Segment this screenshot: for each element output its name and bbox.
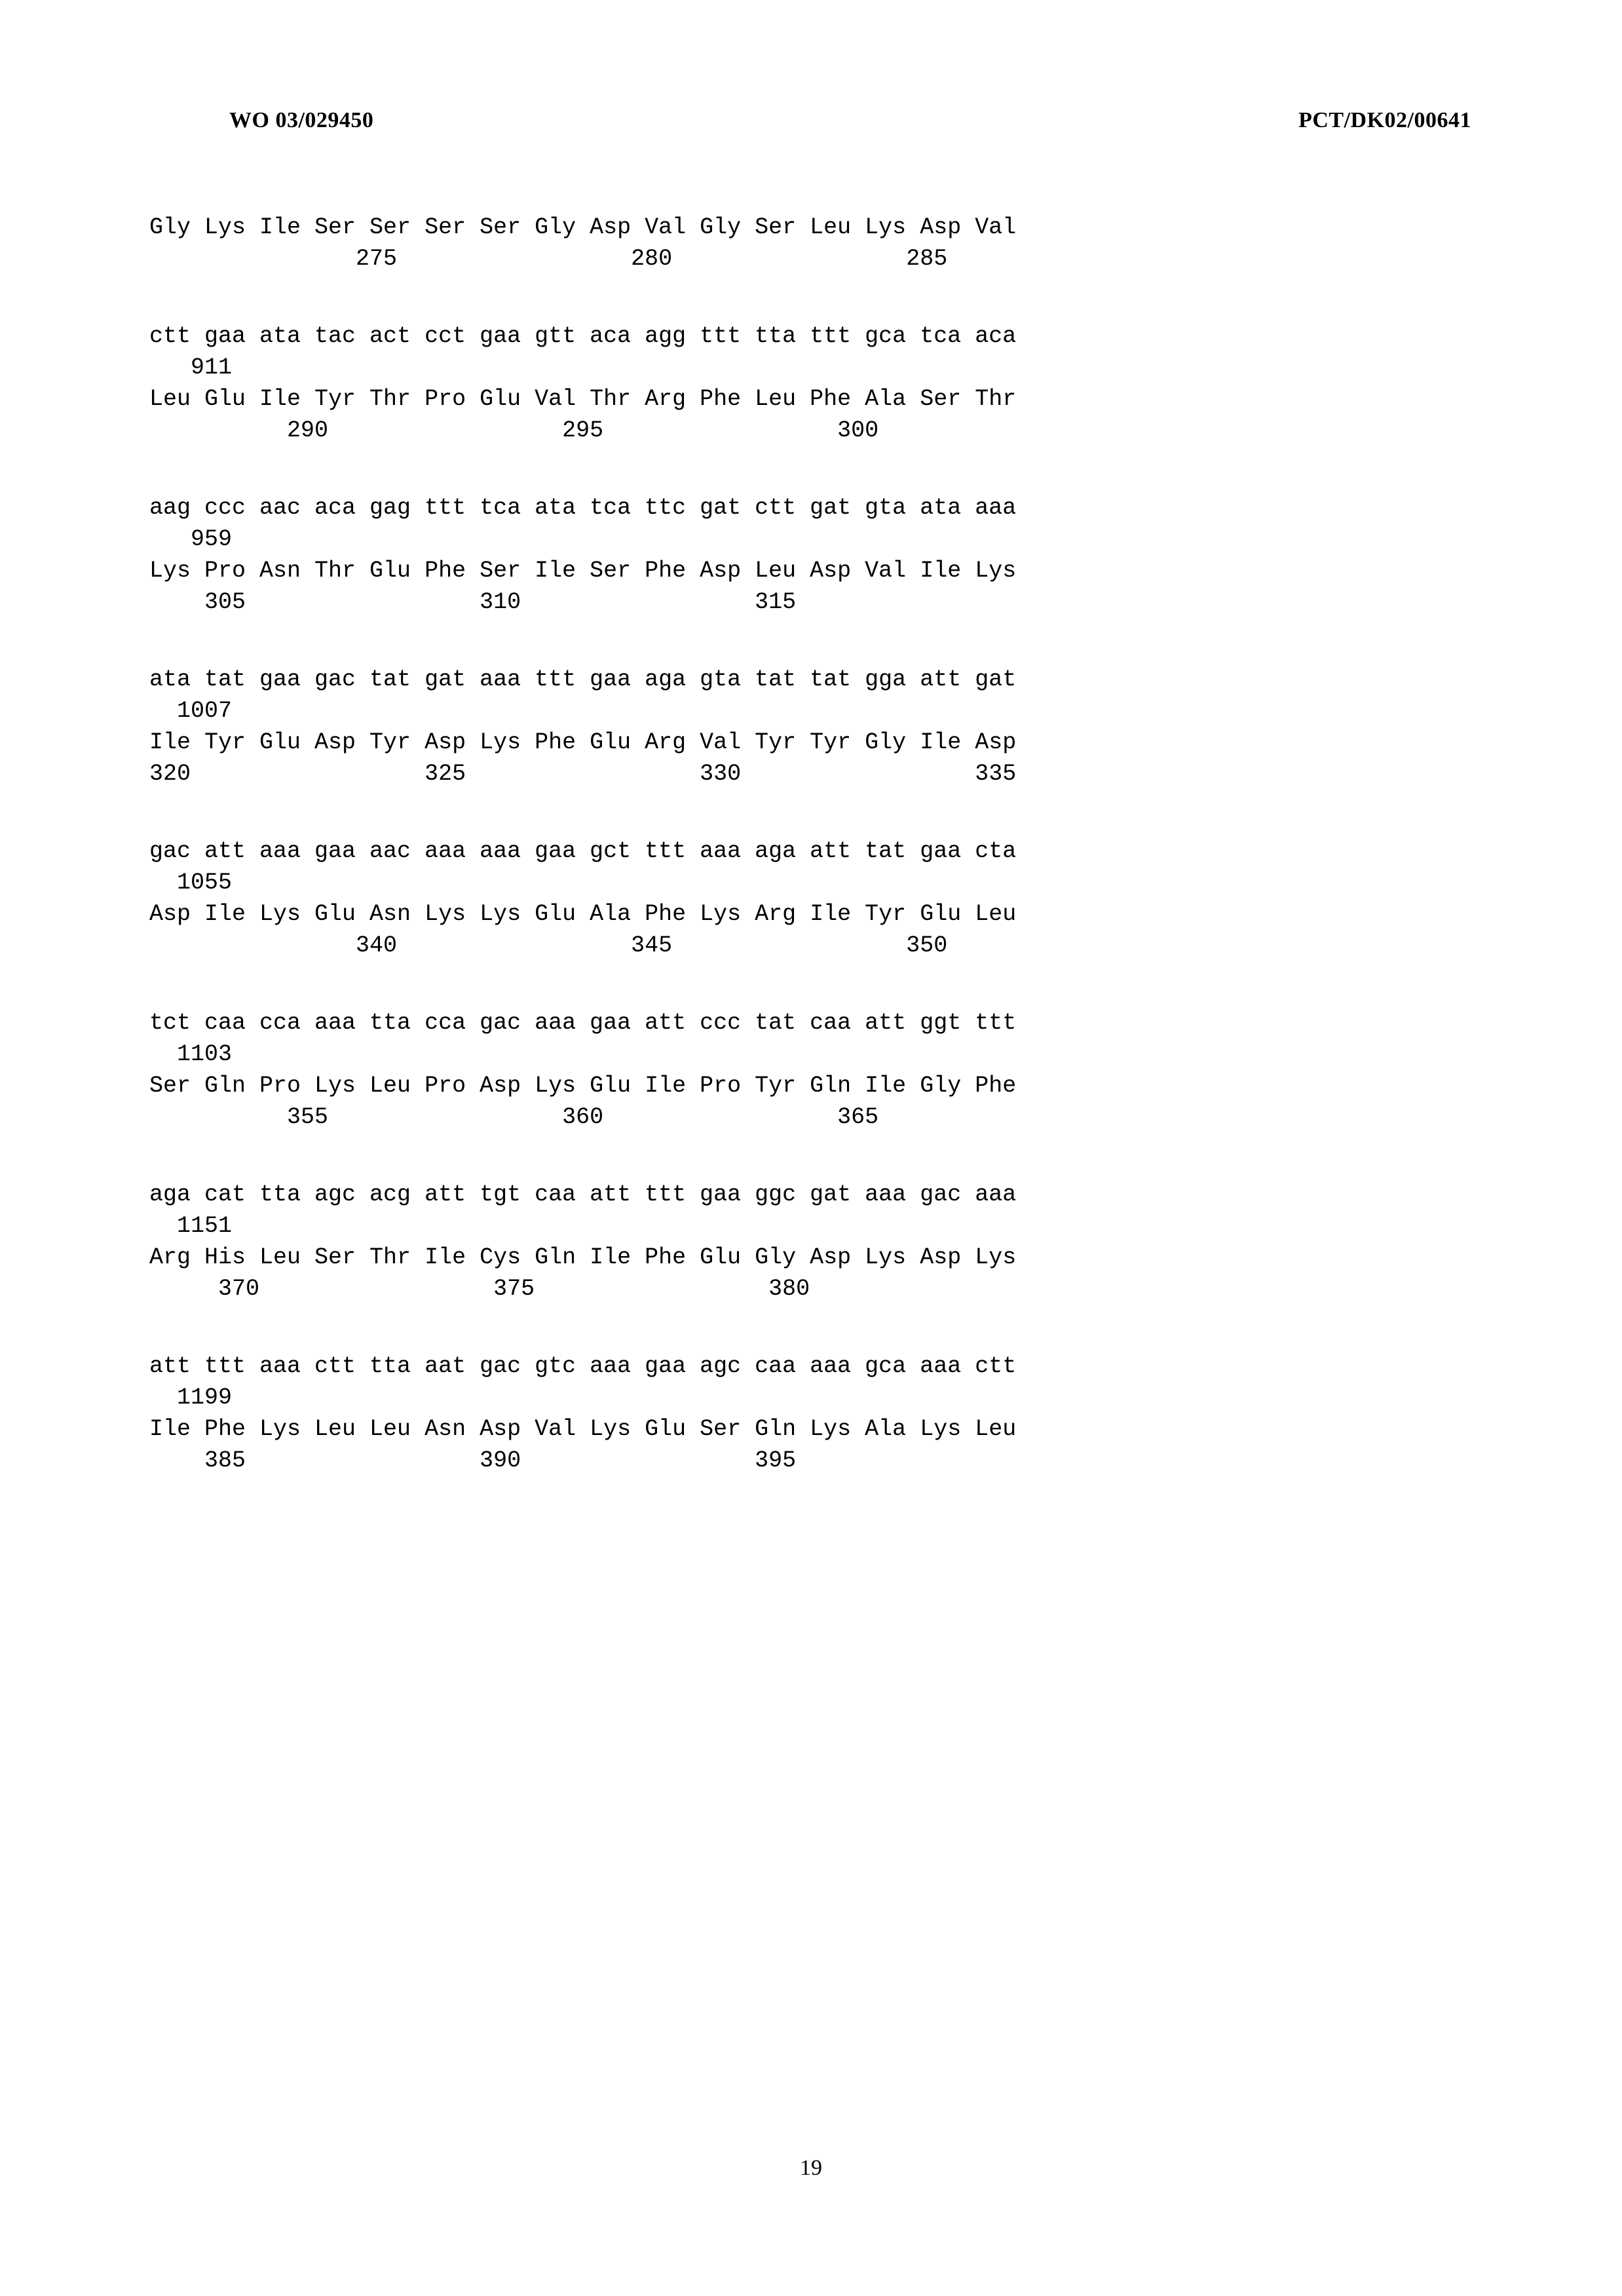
nucleotide-line: aag ccc aac aca gag ttt tca ata tca ttc gat ctt gat gta ata aaa <box>149 495 1017 521</box>
residue-position-line: 340 345 350 <box>149 932 948 959</box>
residue-position-line: 290 295 300 <box>149 417 879 444</box>
nucleotide-line: att ttt aaa ctt tta aat gac gtc aaa gaa agc caa aaa gca aaa ctt <box>149 1353 1017 1379</box>
residue-position-line: 305 310 315 <box>149 589 797 615</box>
nucleotide-line: ata tat gaa gac tat gat aaa ttt gaa aga gta tat tat gga att gat <box>149 666 1017 693</box>
nucleotide-number: 1055 <box>149 870 233 896</box>
amino-acid-line: Arg His Leu Ser Thr Ile Cys Gln Ile Phe Glu Gly Asp Lys Asp Lys <box>149 1244 1017 1271</box>
page-header <box>0 108 1622 133</box>
block-spacer <box>149 966 1491 1012</box>
sequence-block <box>149 325 1491 451</box>
block-spacer <box>149 794 1491 840</box>
sequence-block <box>149 1012 1491 1138</box>
nucleotide-number: 1103 <box>149 1041 233 1067</box>
residue-position-line: 320 325 330 335 <box>149 761 1017 787</box>
residue-position-line: 370 375 380 <box>149 1276 810 1302</box>
nucleotide-line: gac att aaa gaa aac aaa aaa gaa gct ttt aaa aga att tat gaa cta <box>149 838 1017 864</box>
amino-acid-line: Asp Ile Lys Glu Asn Lys Lys Glu Ala Phe Lys Arg Ile Tyr Glu Leu <box>149 901 1017 927</box>
nucleotide-line: tct caa cca aaa tta cca gac aaa gaa att ccc tat caa att ggt ttt <box>149 1010 1017 1036</box>
page-footer <box>0 2156 1622 2181</box>
sequence-block <box>149 216 1491 279</box>
amino-acid-line: Gly Lys Ile Ser Ser Ser Ser Gly Asp Val Gly Ser Leu Lys Asp Val <box>149 214 1017 240</box>
sequence-listing-body <box>149 216 1491 1481</box>
page-number: 19 <box>800 2156 822 2180</box>
sequence-block <box>149 840 1491 966</box>
residue-position-line: 355 360 365 <box>149 1104 879 1130</box>
residue-position-line: 385 390 395 <box>149 1447 797 1474</box>
amino-acid-line: Ile Tyr Glu Asp Tyr Asp Lys Phe Glu Arg Val Tyr Tyr Gly Ile Asp <box>149 729 1017 756</box>
header-left-publication-number: WO 03/029450 <box>229 108 374 132</box>
sequence-block <box>149 497 1491 622</box>
amino-acid-line: Ile Phe Lys Leu Leu Asn Asp Val Lys Glu Ser Gln Lys Ala Lys Leu <box>149 1416 1017 1442</box>
header-right-application-number: PCT/DK02/00641 <box>1298 108 1471 132</box>
nucleotide-number: 959 <box>149 526 233 552</box>
block-spacer <box>149 1138 1491 1183</box>
amino-acid-line: Lys Pro Asn Thr Glu Phe Ser Ile Ser Phe Asp Leu Asp Val Ile Lys <box>149 558 1017 584</box>
block-spacer <box>149 622 1491 668</box>
residue-position-line: 275 280 285 <box>149 246 948 272</box>
sequence-block <box>149 668 1491 794</box>
amino-acid-line: Ser Gln Pro Lys Leu Pro Asp Lys Glu Ile Pro Tyr Gln Ile Gly Phe <box>149 1073 1017 1099</box>
nucleotide-number: 1007 <box>149 698 233 724</box>
nucleotide-line: aga cat tta agc acg att tgt caa att ttt gaa ggc gat aaa gac aaa <box>149 1181 1017 1208</box>
nucleotide-number: 1199 <box>149 1385 233 1411</box>
sequence-block <box>149 1183 1491 1309</box>
nucleotide-number: 1151 <box>149 1213 233 1239</box>
block-spacer <box>149 451 1491 497</box>
nucleotide-number: 911 <box>149 354 233 381</box>
sequence-block <box>149 1355 1491 1481</box>
nucleotide-line: ctt gaa ata tac act cct gaa gtt aca agg ttt tta ttt gca tca aca <box>149 323 1017 349</box>
amino-acid-line: Leu Glu Ile Tyr Thr Pro Glu Val Thr Arg Phe Leu Phe Ala Ser Thr <box>149 386 1017 412</box>
block-spacer <box>149 279 1491 325</box>
block-spacer <box>149 1309 1491 1355</box>
